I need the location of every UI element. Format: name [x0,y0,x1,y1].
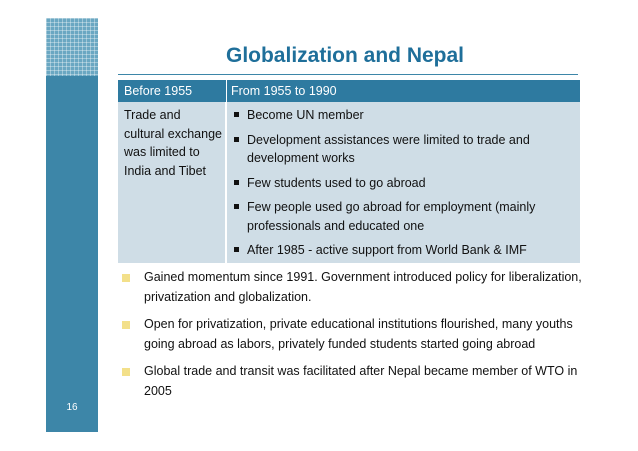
slide [46,18,592,432]
list-item: Few people used go abroad for employment (mainly professionals and educated one [232,198,576,235]
sidebar-band [46,18,98,432]
sidebar-grid-pattern [46,18,98,76]
square-bullet-icon [234,137,239,142]
square-bullet-icon [234,112,239,117]
period-bullet-list [232,106,576,266]
main-bullet-list [120,268,590,409]
list-item: Few students used to go abroad [232,174,576,193]
list-item: Open for privatization, private educational institutions flourished, many youths going abroad as labors, privately funded students started going abroad [120,315,590,354]
table-body-row [118,102,580,263]
square-bullet-icon [234,180,239,185]
table-header-row [118,80,580,102]
square-bullet-icon [122,274,130,282]
square-bullet-icon [122,368,130,376]
comparison-table [118,80,580,263]
cell-1955-to-1990 [227,102,580,263]
cell-before-1955 [118,102,225,263]
square-bullet-icon [122,321,130,329]
list-item: Global trade and transit was facilitated after Nepal became member of WTO in 2005 [120,362,590,401]
header-before-1955: Before 1955 [124,84,193,98]
slide-title: Globalization and Nepal [225,44,465,67]
list-item: After 1985 - active support from World Bank & IMF [232,241,576,260]
list-item: Development assistances were limited to trade and development works [232,131,576,168]
column-divider [226,80,227,102]
square-bullet-icon [234,247,239,252]
page-number: 16 [66,402,78,413]
square-bullet-icon [234,204,239,209]
header-1955-to-1990: From 1955 to 1990 [231,84,337,98]
cell-before-1955-text: Trade and cultural exchange was limited to India and Tibet [124,108,222,178]
list-item: Become UN member [232,106,576,125]
list-item: Gained momentum since 1991. Government introduced policy for liberalization, privatization and globalization. [120,268,590,307]
title-divider [118,74,578,75]
